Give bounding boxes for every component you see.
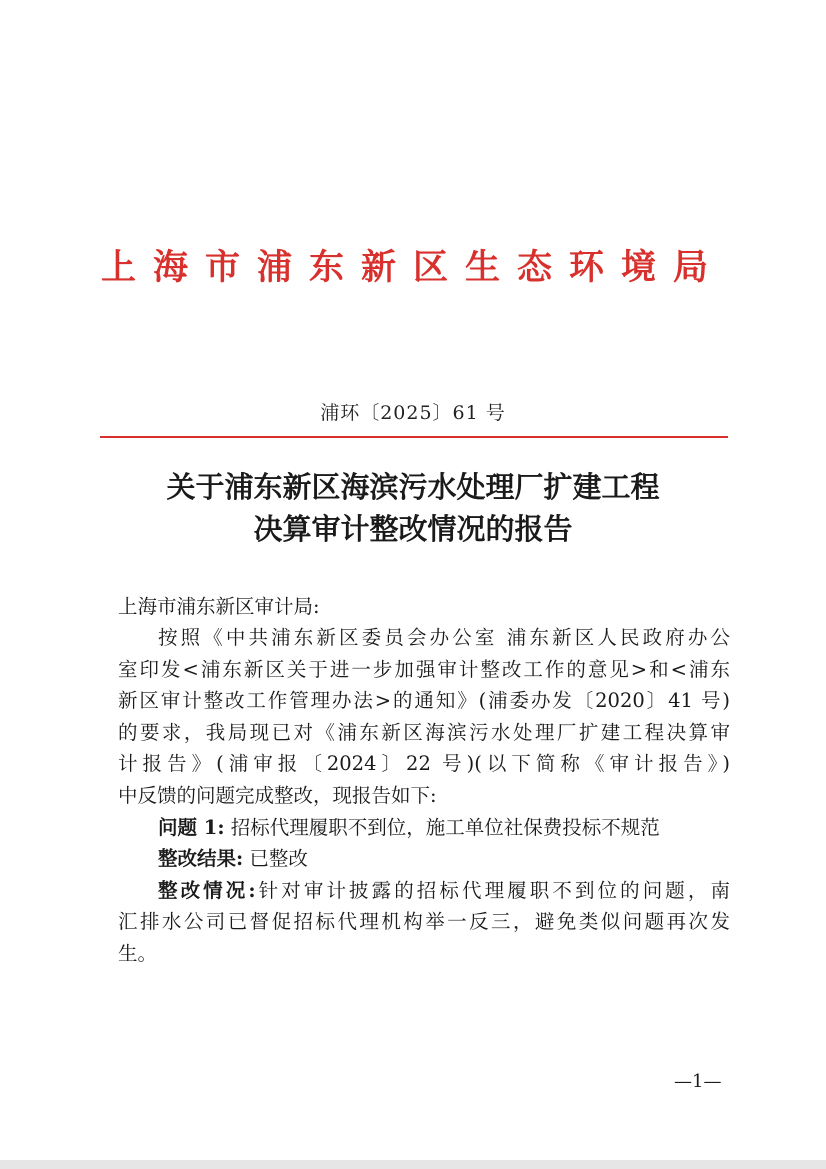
page-number: —1—	[674, 1071, 722, 1092]
rectification-situation-line-3: 生。	[118, 941, 158, 965]
paragraph1-line-5: 计报告》(浦审报〔2024〕22 号)(以下简称《审计报告》)	[118, 752, 730, 776]
rectification-result-text: 已整改	[249, 847, 308, 871]
issue-1-text: 招标代理履职不到位，施工单位社保费投标不规范	[230, 815, 660, 839]
rectification-situation-first-line: 针对审计披露的招标代理履职不到位的问题，南	[255, 878, 730, 902]
paragraph1-line-2: 室印发<浦东新区关于进一步加强审计整改工作的意见>和<浦东	[118, 657, 730, 681]
rectification-result-label: 整改结果:	[158, 847, 244, 871]
paragraph1-line-6: 中反馈的问题完成整改，现报告如下:	[118, 783, 437, 807]
rectification-situation	[118, 875, 730, 907]
title-line-1: 关于浦东新区海滨污水处理厂扩建工程	[166, 470, 660, 504]
document-title	[100, 466, 726, 550]
document-number: 浦环〔2025〕61 号	[320, 402, 506, 424]
red-divider-line	[100, 436, 728, 438]
issue-1-label: 问题 1:	[158, 815, 225, 839]
paragraph1-line-4: 的要求，我局现已对《浦东新区海滨污水处理厂扩建工程决算审	[118, 720, 730, 744]
rectification-result	[118, 843, 730, 875]
addressee: 上海市浦东新区审计局:	[118, 595, 320, 618]
rectification-situation-label: 整改情况:	[158, 878, 256, 902]
issue-1	[118, 812, 730, 844]
document-body	[118, 622, 730, 970]
paragraph1-line-1: 按照《中共浦东新区委员会办公室 浦东新区人民政府办公	[158, 626, 730, 649]
paragraph1-line-3: 新区审计整改工作管理办法>的通知》(浦委办发〔2020〕41 号)	[118, 689, 730, 713]
title-line-2: 决算审计整改情况的报告	[253, 512, 573, 546]
issuing-organization-header: 上海市浦东新区生态环境局	[100, 247, 725, 288]
rectification-situation-line-2: 汇排水公司已督促招标代理机构举一反三，避免类似问题再次发	[118, 910, 730, 934]
scan-bottom-edge	[0, 1160, 826, 1169]
